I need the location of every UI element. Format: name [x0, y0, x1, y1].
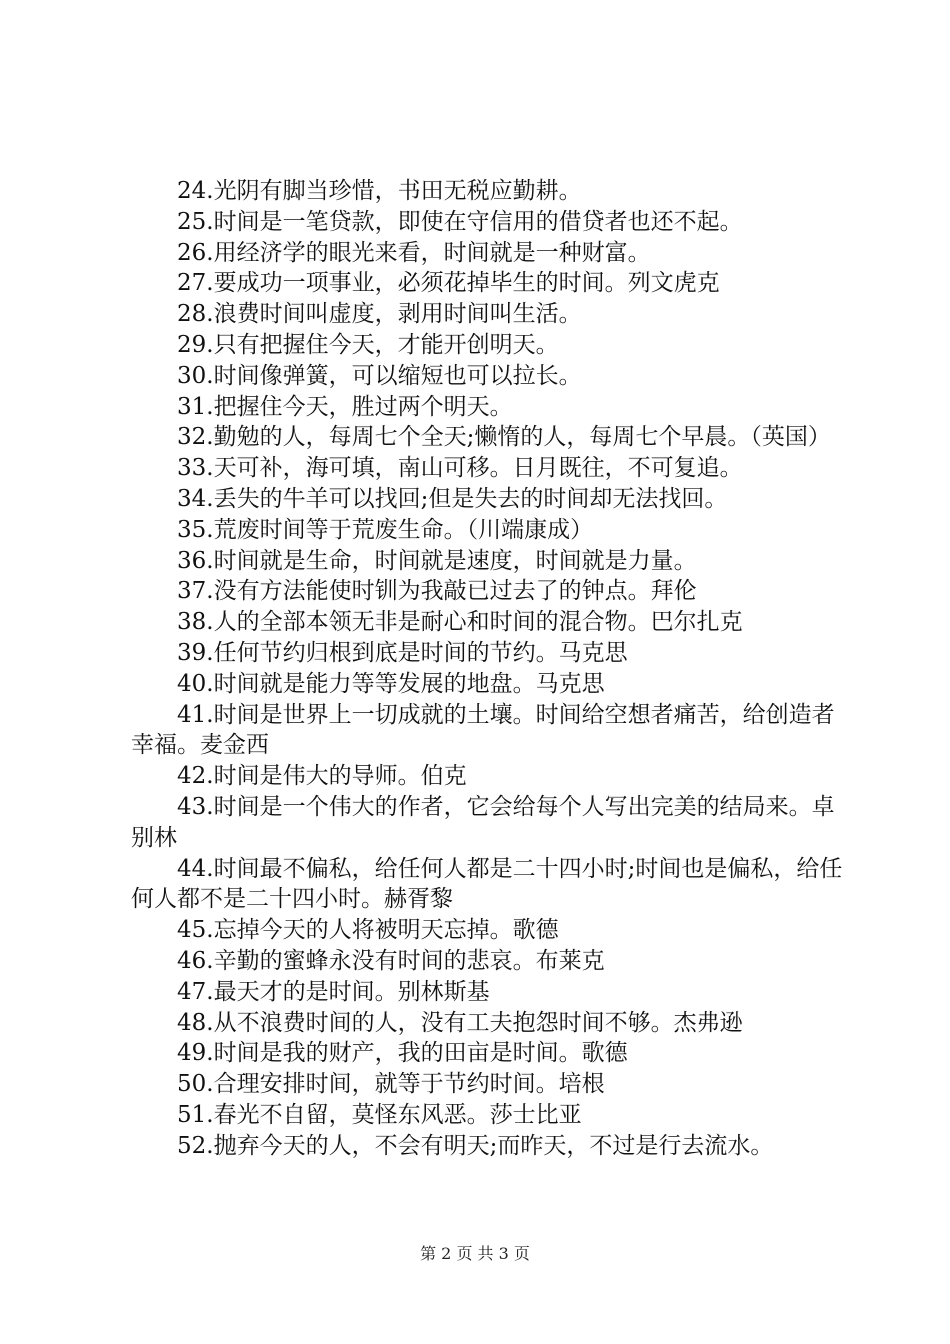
quote-paragraph: 44.时间最不偏私，给任何人都是二十四小时;时间也是偏私，给任何人都不是二十四小时。赫胥黎 — [131, 855, 843, 913]
page-number-label: 第 2 页 共 3 页 — [420, 1244, 530, 1263]
quote-paragraph: 32.勤勉的人，每周七个全天;懒惰的人，每周七个早晨。（英国） — [177, 424, 831, 451]
quote-paragraph: 46.辛勤的蜜蜂永没有时间的悲哀。布莱克 — [177, 947, 605, 974]
quote-paragraph: 47.最天才的是时间。别林斯基 — [177, 978, 490, 1005]
document-body — [131, 176, 843, 1162]
quote-paragraph: 51.春光不自留，莫怪东风恶。莎士比亚 — [177, 1101, 582, 1128]
quote-paragraph: 28.浪费时间叫虚度，剥用时间叫生活。 — [177, 301, 582, 328]
quote-paragraph: 37.没有方法能使时钏为我敲已过去了的钟点。拜伦 — [177, 578, 697, 605]
quote-paragraph: 50.合理安排时间，就等于节约时间。培根 — [177, 1071, 605, 1098]
page-footer — [0, 1244, 950, 1264]
quote-paragraph: 29.只有把握住今天，才能开创明天。 — [177, 331, 559, 358]
quote-paragraph: 36.时间就是生命，时间就是速度，时间就是力量。 — [177, 547, 697, 574]
quote-paragraph: 30.时间像弹簧，可以缩短也可以拉长。 — [177, 362, 582, 389]
quote-paragraph: 26.用经济学的眼光来看，时间就是一种财富。 — [177, 239, 651, 266]
quote-paragraph: 42.时间是伟大的导师。伯克 — [177, 763, 467, 790]
quote-paragraph: 27.要成功一项事业，必须花掉毕生的时间。列文虎克 — [177, 270, 720, 297]
quote-paragraph: 33.天可补，海可填，南山可移。日月既往，不可复追。 — [177, 455, 743, 482]
quote-paragraph: 49.时间是我的财产，我的田亩是时间。歌德 — [177, 1040, 628, 1067]
quote-paragraph: 35.荒废时间等于荒废生命。（川端康成） — [177, 516, 594, 543]
quote-paragraph: 24.光阴有脚当珍惜，书田无税应勤耕。 — [177, 178, 582, 204]
quote-paragraph: 39.任何节约归根到底是时间的节约。马克思 — [177, 639, 628, 666]
quote-paragraph: 34.丢失的牛羊可以找回;但是失去的时间却无法找回。 — [177, 485, 728, 512]
quote-paragraph: 38.人的全部本领无非是耐心和时间的混合物。巴尔扎克 — [177, 609, 743, 636]
quote-paragraph: 48.从不浪费时间的人，没有工夫抱怨时间不够。杰弗逊 — [177, 1009, 743, 1036]
quote-paragraph: 45.忘掉今天的人将被明天忘掉。歌德 — [177, 917, 559, 944]
quote-paragraph: 40.时间就是能力等等发展的地盘。马克思 — [177, 670, 605, 697]
quote-paragraph: 43.时间是一个伟大的作者，它会给每个人写出完美的结局来。卓别林 — [131, 793, 835, 851]
quote-paragraph: 31.把握住今天，胜过两个明天。 — [177, 393, 513, 420]
quote-paragraph: 41.时间是世界上一切成就的土壤。时间给空想者痛苦，给创造者幸福。麦金西 — [131, 701, 835, 759]
quote-paragraph: 52.抛弃今天的人，不会有明天;而昨天，不过是行去流水。 — [177, 1132, 774, 1159]
quote-paragraph: 25.时间是一笔贷款，即使在守信用的借贷者也还不起。 — [177, 208, 743, 235]
